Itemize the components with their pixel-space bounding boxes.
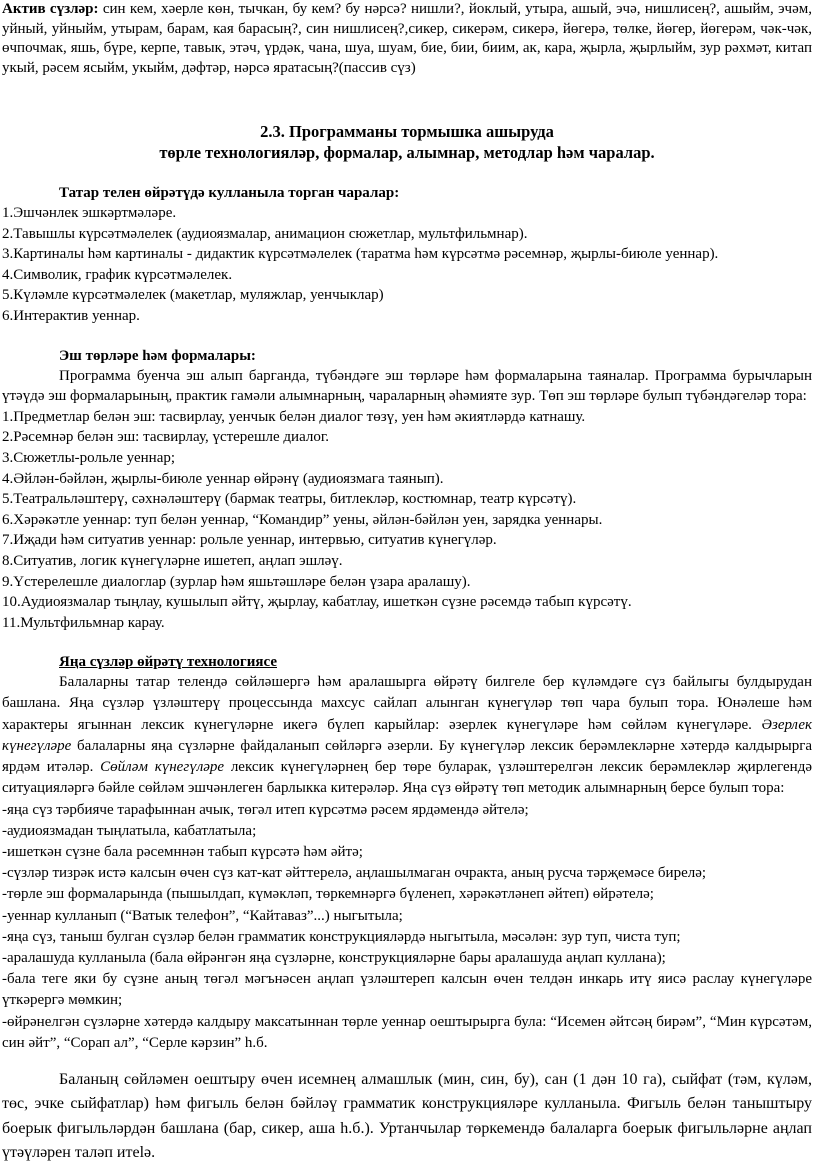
list-item: 1.Предметлар белән эш: тасвирлау, уенчык белән диалог төзү, уен һәм әкиятләрдә катнашу.: [2, 408, 586, 425]
list-item: -яңа сүз тәрбияче тарафыннан ачык, төгәл итеп күрсәтмә рәсем ярдәмендә әйтелә;: [2, 801, 529, 818]
active-words-label: Актив сүзләр:: [2, 1, 99, 17]
section-title-line2: төрле технологияләр, формалар, алымнар, методлар һәм чаралар.: [159, 143, 655, 162]
list-item: 4.Әйлән-бәйлән, җырлы-биюле уеннар өйрәнү (аудиоязмага таянып).: [2, 470, 444, 487]
list-item: 11.Мультфильмнар карау.: [2, 614, 165, 631]
list-item: -аралашуда кулланыла (бала өйрәнгән яңа сүзләрне, конструкцияләрне бары аралашуда аңлап куллана);: [2, 949, 666, 966]
final-paragraph: Баланың сөйләмен оештыру өчен исемнең алмашлык (мин, син, бу), сан (1 дән 10 га), сыйфат (тәм, күләм, төс, эчке сыйфатлар) һәм фигыль белән бәйләү грамматик конструкцияләре кулланыла. Фигыль белән таныштыру боерык фигыльләрдән башлана (бар, сикер, аша һ.б.). Уртанчылар төркемендә балаларга боерык фигыльләрне аңлап үтәүләрен таләп итеlә.: [2, 1070, 812, 1162]
list-item: 10.Аудиоязмалар тыңлау, кушылып әйтү, җырлау, кабатлау, ишеткән сүзне рәсемдә табып күрсәтү.: [2, 594, 632, 611]
list-item: 1.Эшчәнлек эшкәртмәләре.: [2, 205, 177, 221]
list-item: 5.Театральләштерү, сәхнәләштерү (бармак театры, битлекләр, костюмнар, театр күрсәтү).: [2, 491, 577, 508]
active-words-paragraph: [2, 0, 812, 78]
list-item: 6.Хәрәкәтле уеннар: туп белән уеннар, “Командир” уены, әйлән-бәйлән уен, зарядка уеннары.: [2, 511, 603, 528]
vocab-list: [2, 800, 812, 1054]
list-item: 3.Сюжетлы-рольле уеннар;: [2, 449, 176, 466]
tools-heading: Татар телен өйрәтүдә кулланыла торган чаралар:: [59, 185, 400, 201]
list-item: 9.Үстерелешле диалоглар (зурлар һәм яшьтәшләре белән үзара аралашу).: [2, 573, 471, 590]
list-item: -ишеткән сүзне бала рәсемннән табып күрсәтә һәм әйтә;: [2, 843, 363, 860]
vocab-text-a: Балаларны татар телендә сөйләшергә һәм аралашырга өйрәтү билгеле бер күләмдәге сүз байлыгы булдырудан башлана. Яңа сүзләр үзләштерү процессында махсус сайлап алынган күнегүләр төп чара булып тора. Юнәлеше һәм характеры ягыннан лексик күнегүләрне икегә бүлеп карыйлар: әзерлек күнегүләре һәм сөйләм күнегүләре.: [2, 674, 812, 733]
vocab-emphasis-1: Әзерлек күнегүләре: [2, 716, 812, 754]
forms-list: [2, 407, 812, 634]
list-item: -төрле эш формаларында (пышылдап, күмәкләп, төркемнәргә бүленеп, хәрәкәтләнеп әйтеп) өйрәтелә;: [2, 886, 654, 903]
list-item: -сүзләр тизрәк истә калсын өчен сүз кат-кат әйттерелә, аңлашылмаган очракта, аның русча тәрҗемәсе бирелә;: [2, 865, 707, 882]
vocab-text-b: балаларны яңа сүзләрне файдаланып сөйләргә әзерли. Бу күнегүләр лексик берәмлекләрне хәтердә калдырырга ярдәм итәләр.: [2, 737, 812, 776]
forms-intro: Программа буенча эш алып барганда, түбәндәге эш төрләре һәм формаларына таяналар. Программа бурычларын үтәүдә эш формаларының, практик гамәли алымнарның, чараларның әһәмияте зур. Төп эш төрләре булып түбәндәгеләр тора:: [2, 367, 812, 405]
list-item: 3.Картиналы һәм картиналы - дидактик күрсәтмәлелек (таратма һәм күрсәтмә рәсемнәр, җырлы-биюле уеннар).: [2, 246, 719, 263]
list-item: -яңа сүз, таныш булган сүзләр белән грамматик конструкцияләрдә ныгытыла, мәсәлән: зур туп, чиста туп;: [2, 928, 681, 945]
section-title-line1: 2.3. Программаны тормышка ашыруда: [260, 122, 554, 141]
vocab-emphasis-2: Сөйләм күнегүләре: [100, 759, 225, 776]
active-words-text: син кем, хәерле көн, тычкан, бу кем? бу нәрсә? нишли?, йоклый, утыра, ашый, эчә, нишлисең?, ашыйм, эчәм, уйный, уйныйм, утырам, барам, кая барасың?, син нишлисең?,сикер, сикерәм, сикерә, йөгерә, төлке, йөгер, йөгерәм, чәк-чәк, өчпочмак, яшь, бүре, керпе, тавык, этәч, үрдәк, чана, шуа, шуам, бие, бии, биим, ак, кара, җырла, җырлыйм, зур рәхмәт, китап укый, рәсем ясыйм, укыйм, дәфтәр, нәрсә яратасың?(пассив сүз): [2, 1, 812, 76]
list-item: 7.Иҗади һәм ситуатив уеннар: рольле уеннар, интервью, ситуатив күнегүләр.: [2, 532, 497, 549]
vocab-paragraph: [2, 672, 812, 799]
list-item: -аудиоязмадан тыңлатыла, кабатлатыла;: [2, 822, 257, 839]
vocab-heading: Яңа сүзләр өйрәтү технологиясе: [59, 654, 277, 671]
forms-heading: Эш төрләре һәм формалары:: [59, 347, 256, 364]
vocab-text-c: лексик күнегүләрнең бер төре буларак, үзләштерелгән лексик берәмлекләр җирлегендә ситуацияләргә бәйле сөйләм эшчәнлеген барлыкка китерәләр. Яңа сүз өйрәтү төп методик алымнарның берсе булып тора:: [2, 759, 812, 797]
list-item: -өйрәнелгән сүзләрне хәтердә калдыру максатыннан төрле уеннар оештырырга була: “Исемен әйтсәң бирәм”, “Мин күрсәтәм, син әйт”, “Сорап ал”, “Серле кәрзин” һ.б.: [2, 1013, 812, 1051]
tools-list: [2, 203, 812, 327]
list-item: 2.Рәсемнәр белән эш: тасвирлау, үстерешле диалог.: [2, 429, 330, 446]
list-item: -уеннар кулланып (“Ватык телефон”, “Кайтаваз”...) ныгытыла;: [2, 907, 403, 924]
list-item: 5.Күләмле күрсәтмәлелек (макетлар, муляжлар, уенчыклар): [2, 287, 384, 304]
list-item: 2.Тавышлы күрсәтмәлелек (аудиоязмалар, анимацион сюжетлар, мультфильмнар).: [2, 225, 528, 242]
list-item: 8.Ситуатив, логик күнегүләрне ишетеп, аңлап эшләү.: [2, 552, 343, 569]
list-item: -бала теге яки бу сүзне аның төгәл мәгънәсен аңлап үзләштереп калсын өчен телдән инкарь итү яисә раслау күнегүләре үткәрергә мөмкин;: [2, 971, 812, 1009]
list-item: 6.Интерактив уеннар.: [2, 307, 140, 324]
list-item: 4.Символик, график күрсәтмәлелек.: [2, 266, 233, 283]
